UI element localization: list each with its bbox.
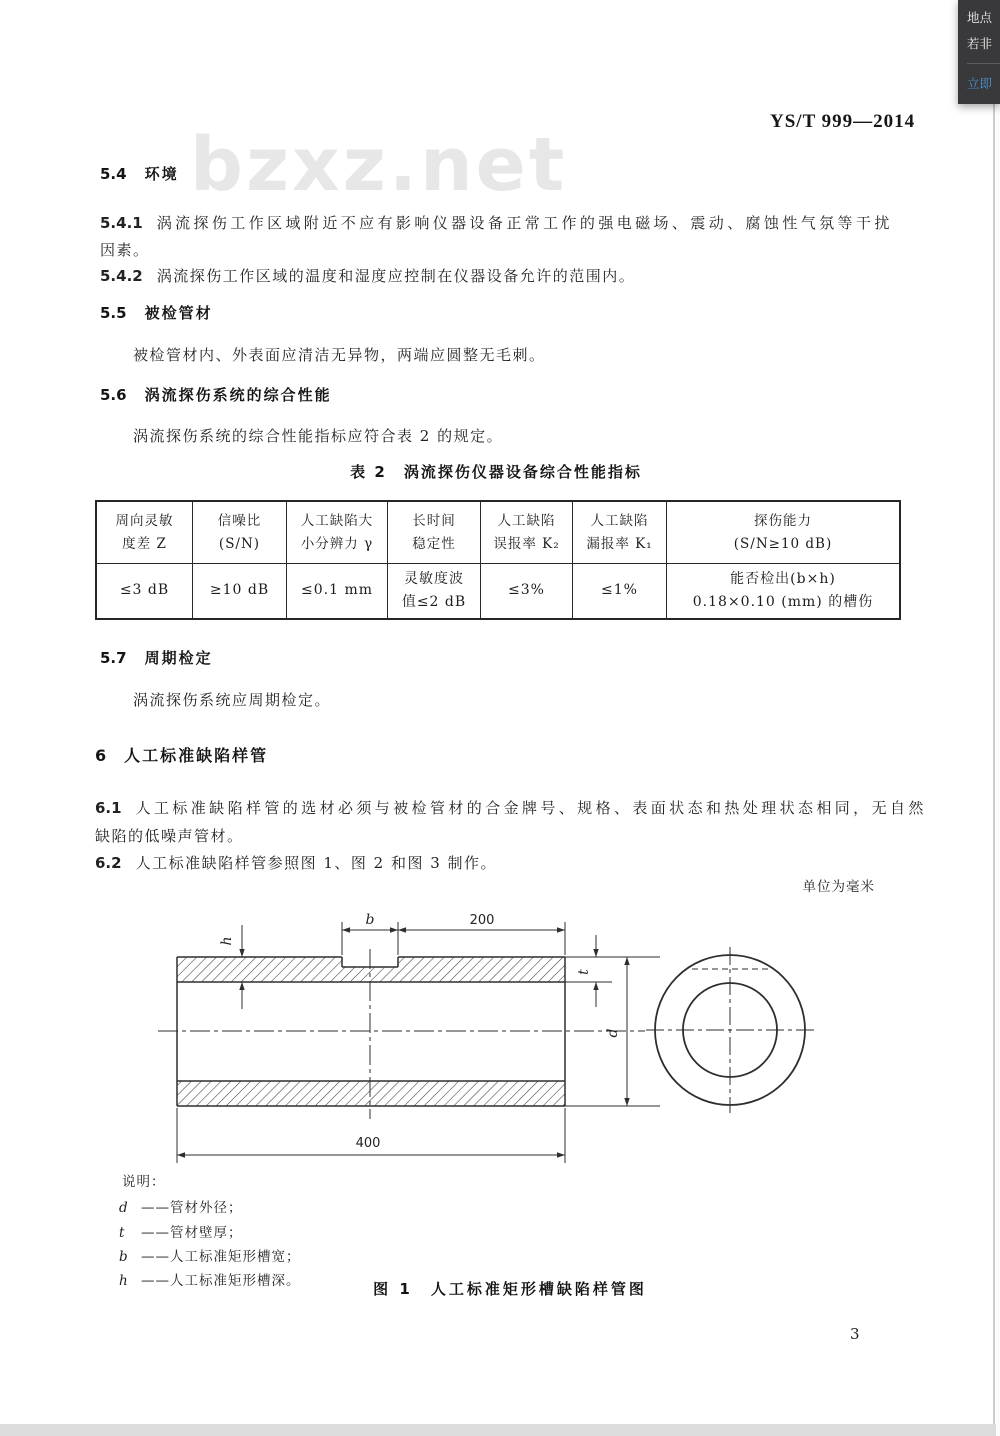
legend-symbol: b <box>119 1249 129 1265</box>
table-2-caption: 表 2 涡流探伤仪器设备综合性能指标 <box>350 463 642 481</box>
section-title: 周期检定 <box>144 649 213 667</box>
site-overlay-panel <box>958 0 1000 104</box>
table-data-cell: ≤3 dB <box>97 564 193 618</box>
section-number: 6 <box>95 746 107 765</box>
overlay-action-link[interactable]: 立即 <box>967 76 993 91</box>
bottom-strip <box>0 1424 996 1436</box>
heading-5-5 <box>100 302 213 323</box>
table-data-cell: 能否检出(b×h) 0.18×0.10 (mm) 的槽伤 <box>692 570 874 610</box>
dim-label-d: d <box>605 1028 621 1038</box>
paragraph-6-2 <box>95 852 497 873</box>
heading-5-7 <box>100 647 213 668</box>
paragraph-text: 被检管材内、外表面应清洁无异物，两端应圆整无毛刺。 <box>133 346 546 364</box>
watermark-text: bzxz.net <box>190 122 568 208</box>
section-number: 5.4.2 <box>100 267 143 285</box>
paragraph-5-6 <box>133 425 503 446</box>
overlay-text-line: 地点 <box>967 10 993 25</box>
dim-label-200: 200 <box>469 913 495 928</box>
table-data-cell: 灵敏度波 值≤2 dB <box>388 564 481 618</box>
dim-label-400: 400 <box>355 1136 381 1151</box>
section-title: 涡流探伤系统的综合性能 <box>144 386 332 404</box>
heading-5-6 <box>100 384 332 405</box>
paragraph-text: 涡流探伤系统应周期检定。 <box>133 691 332 709</box>
unit-note: 单位为毫米 <box>802 879 875 895</box>
paragraph-6-1-line2 <box>95 825 244 846</box>
dim-label-h: h <box>219 936 235 946</box>
legend-item: t ——管材壁厚； <box>119 1225 243 1241</box>
page-number: 3 <box>850 1325 860 1343</box>
section-title: 被检管材 <box>144 304 213 322</box>
section-number: 5.4 <box>100 165 127 183</box>
section-title: 环境 <box>144 165 179 183</box>
figure-1-drawing <box>100 895 920 1185</box>
legend-item: d ——管材外径； <box>119 1200 243 1216</box>
paragraph-text: 涡流探伤工作区域的温度和湿度应控制在仪器设备允许的范围内。 <box>156 267 636 285</box>
legend-title: 说明： <box>122 1174 166 1190</box>
standard-code: YS/T 999—2014 <box>770 111 916 132</box>
section-number: 5.4.1 <box>100 214 143 232</box>
dim-label-t: t <box>576 969 592 975</box>
tube-cross-section <box>646 947 814 1113</box>
heading-5-4 <box>100 163 179 184</box>
section-number: 5.6 <box>100 386 127 404</box>
paragraph-text: 人工标准缺陷样管的选材必须与被检管材的合金牌号、规格、表面状态和热处理状态相同，无自然 <box>135 799 927 817</box>
table-data-cell: ≤1% <box>573 564 667 618</box>
paragraph-text: 因素。 <box>100 241 150 259</box>
legend-item: b ——人工标准矩形槽宽； <box>119 1249 301 1265</box>
paragraph-6-1-line1 <box>95 797 927 818</box>
overlay-text-line: 若非 <box>967 36 993 51</box>
paragraph-5-4-1-line2 <box>100 239 150 260</box>
paragraph-text: 涡流探伤工作区域附近不应有影响仪器设备正常工作的强电磁场、震动、腐蚀性气氛等干扰 <box>156 214 893 232</box>
paragraph-5-7 <box>133 689 331 710</box>
legend-item: h ——人工标准矩形槽深。 <box>119 1273 301 1289</box>
table-data-cell: ≥10 dB <box>193 564 287 618</box>
table-header-cell: 人工缺陷 误报率 K₂ <box>481 502 573 564</box>
legend-symbol: d <box>119 1200 129 1216</box>
paragraph-text: 涡流探伤系统的综合性能指标应符合表 2 的规定。 <box>133 427 504 445</box>
dim-label-b: b <box>365 912 375 928</box>
table-header-cell: 信噪比 (S/N) <box>193 502 287 564</box>
table-header-cell: 长时间 稳定性 <box>388 502 481 564</box>
paragraph-5-4-1-line1 <box>100 212 893 233</box>
table-header-cell: 人工缺陷大 小分辨力 γ <box>287 502 388 564</box>
figure-1-caption: 图 1 人工标准矩形槽缺陷样管图 <box>373 1280 647 1298</box>
legend-symbol: t <box>119 1225 126 1241</box>
section-number: 6.1 <box>95 799 122 817</box>
section-number: 5.5 <box>100 304 127 322</box>
tube-side-view <box>158 949 645 1119</box>
heading-6 <box>95 743 268 766</box>
overlay-divider <box>967 63 1000 64</box>
section-number: 6.2 <box>95 854 122 872</box>
paragraph-text: 缺陷的低噪声管材。 <box>95 827 244 845</box>
legend-symbol: h <box>119 1273 129 1289</box>
table-data-cell: ≤0.1 mm <box>287 564 388 618</box>
paragraph-text: 人工标准缺陷样管参照图 1、图 2 和图 3 制作。 <box>135 854 498 872</box>
table-header-cell: 探伤能力 (S/N≥10 dB) <box>667 502 899 564</box>
section-number: 5.7 <box>100 649 127 667</box>
table-data-cell: ≤3% <box>481 564 573 618</box>
paragraph-5-4-2 <box>100 265 635 286</box>
table-header-cell: 周向灵敏 度差 Z <box>97 502 193 564</box>
page-edge-line <box>993 104 995 1424</box>
section-title: 人工标准缺陷样管 <box>124 746 269 765</box>
table-2 <box>95 500 901 620</box>
paragraph-5-5 <box>133 344 546 365</box>
table-header-cell: 人工缺陷 漏报率 K₁ <box>573 502 667 564</box>
